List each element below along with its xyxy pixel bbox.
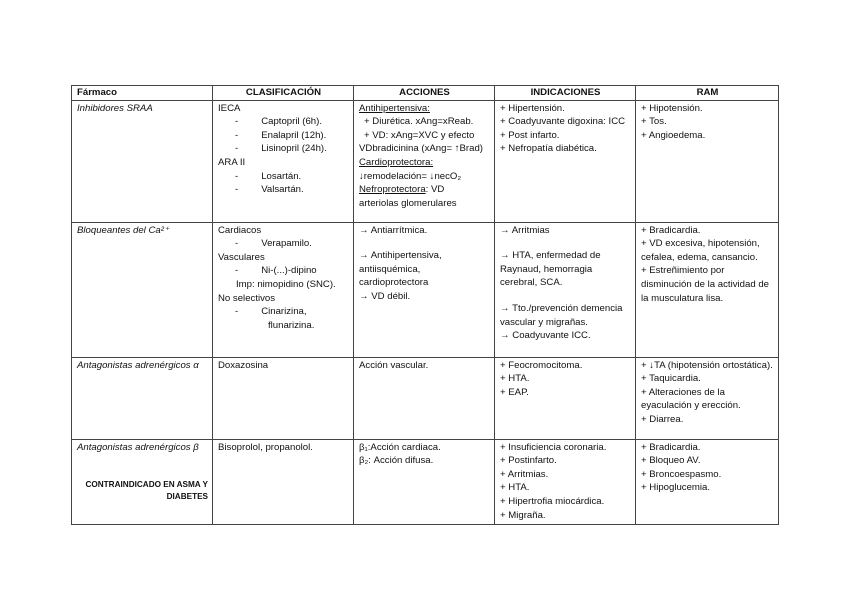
table-row — [72, 100, 779, 222]
acciones-cell: β₁:Acción cardiaca. β₂: Acción difusa. — [354, 439, 495, 525]
table-row — [72, 222, 779, 357]
indicaciones-cell: + Hipertensión. + Coadyuvante digoxina: ICC + Post infarto. + Nefropatía diabética. — [495, 100, 636, 222]
clasificacion-cell: Bisoprolol, propanolol. — [213, 439, 354, 525]
acciones-cell: Antihipertensiva: + Diurética. xAng=xReab. + VD: xAng=XVC y efecto VDbradicinina (xAng= ↑Brad) Cardioprotectora: ↓remodelación= ↓necO₂ Nefroprotectora: VD arteriolas glomerulares — [354, 100, 495, 222]
drug-name: Antagonistas adrenérgicos α — [72, 357, 213, 439]
header-ram: RAM — [636, 86, 779, 101]
drug-name: Inhibidores SRAA — [72, 100, 213, 222]
acciones-cell: → Antiarrítmica. → Antihipertensiva, antiisquémica, cardioprotectora → VD débil. — [354, 222, 495, 357]
header-indicaciones: INDICACIONES — [495, 86, 636, 101]
contraindication-note: CONTRAINDICADO EN ASMA Y DIABETES — [85, 480, 208, 502]
acciones-cell: Acción vascular. — [354, 357, 495, 439]
header-clasificacion: CLASIFICACIÓN — [213, 86, 354, 101]
table-row — [72, 357, 779, 439]
ram-cell: + ↓TA (hipotensión ortostática). + Taquicardia. + Alteraciones de la eyaculación y erección. + Diarrea. — [636, 357, 779, 439]
indicaciones-cell: + Insuficiencia coronaria. + Postinfarto. + Arritmias. + HTA. + Hipertrofia miocárdica. + Migraña. — [495, 439, 636, 525]
clasificacion-cell: Cardiacos - Verapamilo. Vasculares - Ni-(...)-dipino Imp: nimopidino (SNC). No selectivos - Cinarizina, flunarizina. — [213, 222, 354, 357]
header-row — [72, 86, 779, 101]
ram-cell: + Bradicardia. + Bloqueo AV. + Broncoespasmo. + Hipoglucemia. — [636, 439, 779, 525]
clasificacion-cell: IECA - Captopril (6h). - Enalapril (12h). - Lisinopril (24h). ARA II - Losartán. - Valsartán. — [213, 100, 354, 222]
drug-name: Bloqueantes del Ca²⁺ — [72, 222, 213, 357]
clasificacion-cell: Doxazosina — [213, 357, 354, 439]
drug-name: Antagonistas adrenérgicos β CONTRAINDICADO EN ASMA Y DIABETES — [72, 439, 213, 525]
indicaciones-cell: → Arritmias → HTA, enfermedad de Raynaud, hemorragia cerebral, SCA. → Tto./prevención demencia vascular y migrañas. → Coadyuvante ICC. — [495, 222, 636, 357]
table-row — [72, 439, 779, 525]
ram-cell: + Bradicardia. + VD excesiva, hipotensión, cefalea, edema, cansancio. + Estreñimiento por disminución de la actividad de la musculatura lisa. — [636, 222, 779, 357]
indicaciones-cell: + Feocromocitoma. + HTA. + EAP. — [495, 357, 636, 439]
pharmacology-table — [71, 85, 779, 525]
ram-cell: + Hipotensión. + Tos. + Angioedema. — [636, 100, 779, 222]
header-farmaco: Fármaco — [72, 86, 213, 101]
header-acciones: ACCIONES — [354, 86, 495, 101]
